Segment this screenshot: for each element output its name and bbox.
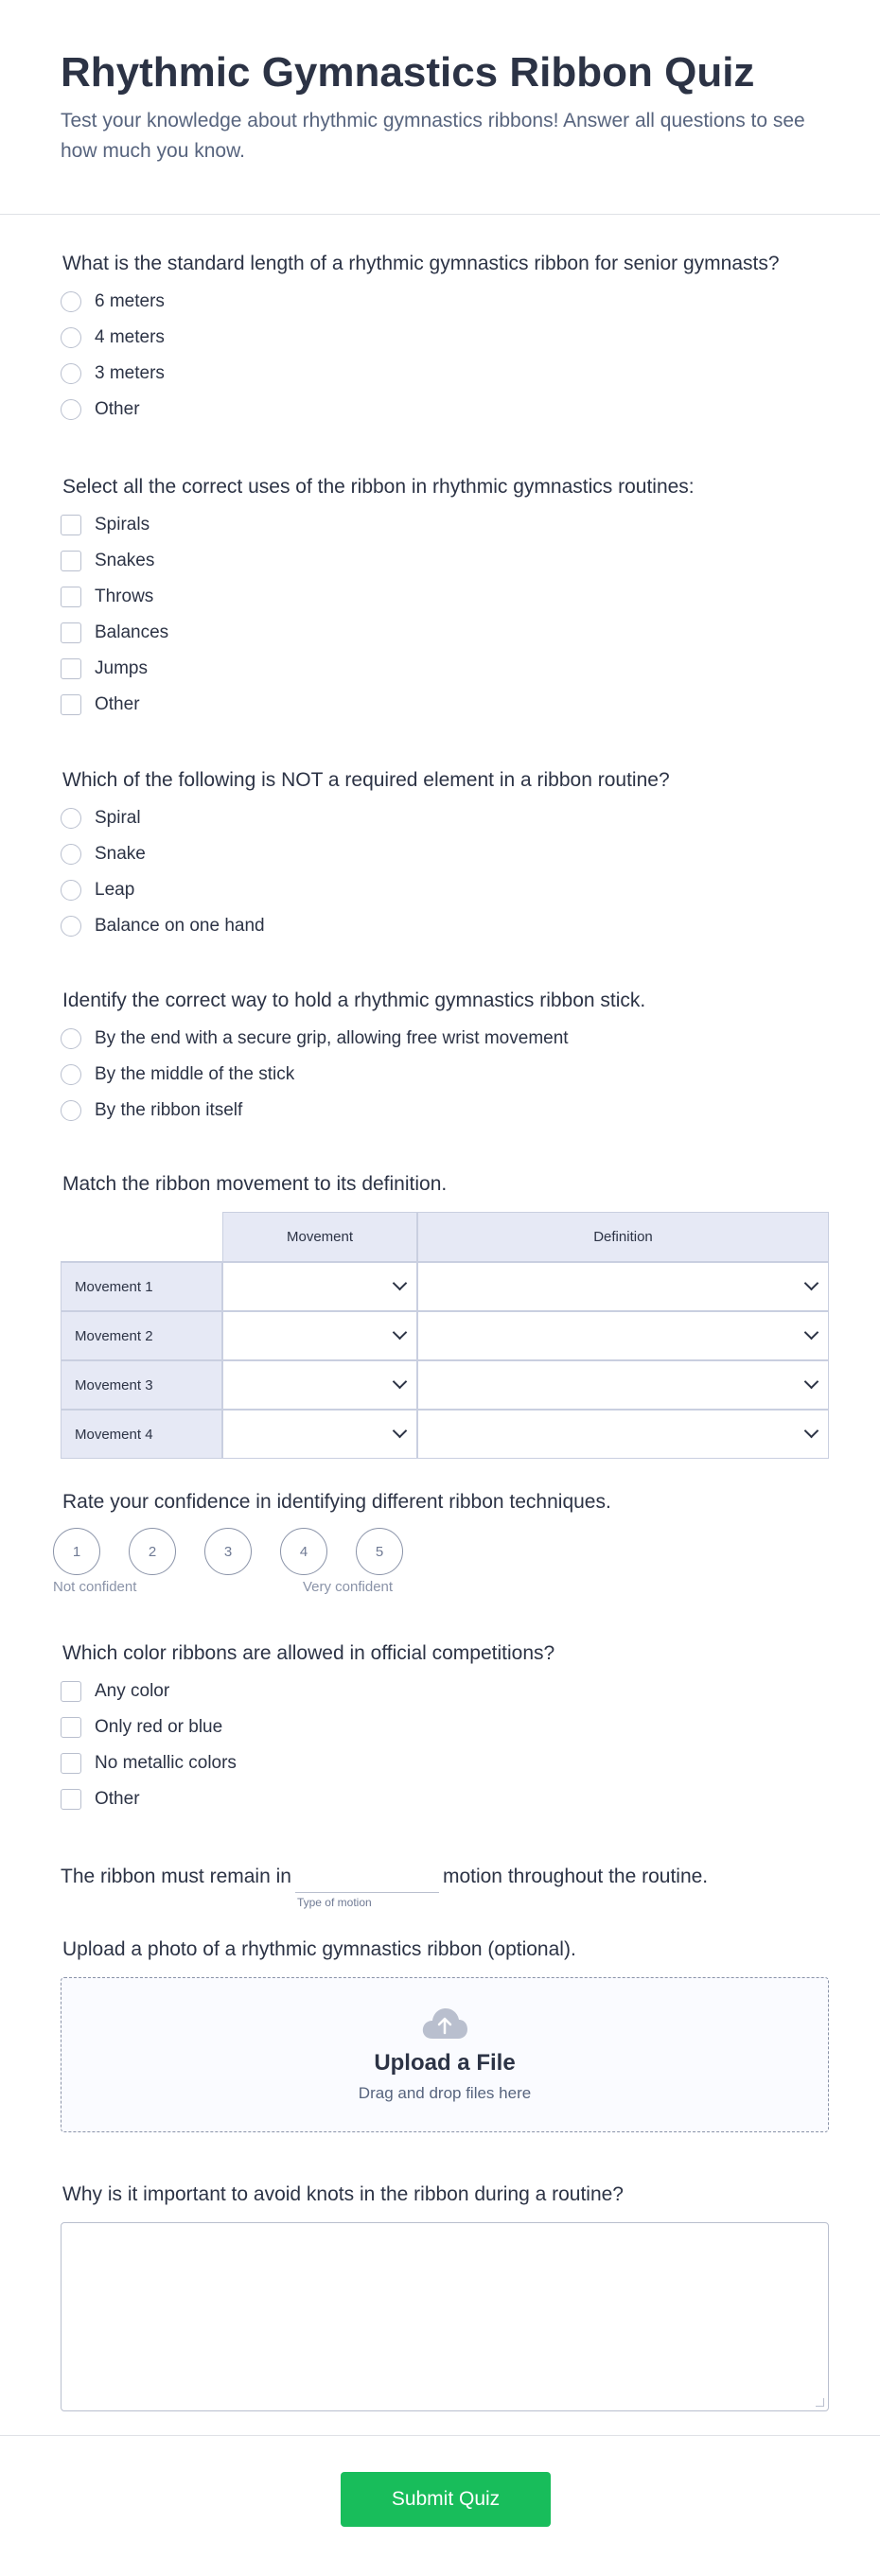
radio-button[interactable] [61, 880, 81, 901]
rating-option[interactable]: 4 [280, 1528, 327, 1575]
radio-option[interactable]: By the middle of the stick [61, 1057, 829, 1093]
movement-select[interactable] [222, 1262, 417, 1311]
matrix-row-label: Movement 3 [61, 1360, 222, 1410]
definition-select[interactable] [417, 1360, 829, 1410]
upload-subtitle: Drag and drop files here [358, 2084, 532, 2102]
fill-prefix: The ribbon must remain in [61, 1866, 291, 1887]
chevron-down-icon [804, 1424, 819, 1439]
radio-option[interactable]: Spiral [61, 800, 829, 836]
chevron-down-icon [804, 1276, 819, 1291]
rating-option[interactable]: 1 [53, 1528, 100, 1575]
checkbox-option[interactable]: Other [61, 687, 829, 723]
chevron-down-icon [804, 1325, 819, 1341]
matching-matrix [61, 1212, 829, 1459]
definition-select[interactable] [417, 1410, 829, 1459]
radio-option[interactable]: 3 meters [61, 356, 829, 392]
radio-option[interactable]: Snake [61, 836, 829, 872]
matrix-row-label: Movement 2 [61, 1311, 222, 1360]
question-label: What is the standard length of a rhythmic gymnastics ribbon for senior gymnasts? [62, 253, 780, 274]
page-title: Rhythmic Gymnastics Ribbon Quiz [61, 49, 755, 96]
checkbox[interactable] [61, 1681, 81, 1702]
checkbox-option[interactable]: Other [61, 1781, 829, 1817]
question-10 [61, 2181, 829, 2411]
file-upload-dropzone[interactable] [61, 1977, 829, 2132]
fill-in-blank [61, 1866, 829, 1909]
radio-button[interactable] [61, 1028, 81, 1049]
question-1 [61, 250, 829, 428]
question-label: Rate your confidence in identifying different ribbon techniques. [62, 1491, 611, 1513]
radio-option[interactable]: By the ribbon itself [61, 1093, 829, 1129]
chevron-down-icon [393, 1276, 408, 1291]
checkbox[interactable] [61, 694, 81, 715]
checkbox-option[interactable]: Any color [61, 1674, 829, 1709]
radio-option[interactable]: By the end with a secure grip, allowing free wrist movement [61, 1021, 829, 1057]
question-7 [61, 1639, 829, 1817]
checkbox[interactable] [61, 587, 81, 607]
question-label: Upload a photo of a rhythmic gymnastics ribbon (optional). [62, 1938, 576, 1960]
movement-select[interactable] [222, 1410, 417, 1459]
matrix-column-header: Definition [417, 1212, 829, 1262]
rating-high-label: Very confident [303, 1579, 394, 1595]
chevron-down-icon [393, 1424, 408, 1439]
radio-option[interactable]: Balance on one hand [61, 908, 829, 944]
question-5 [61, 1170, 829, 1459]
radio-option[interactable]: Other [61, 392, 829, 428]
checkbox-option[interactable]: Balances [61, 615, 829, 651]
checkbox-option[interactable]: Only red or blue [61, 1709, 829, 1745]
form-footer [0, 2435, 880, 2576]
radio-button[interactable] [61, 1064, 81, 1085]
definition-select[interactable] [417, 1262, 829, 1311]
matrix-row-label: Movement 1 [61, 1262, 222, 1311]
radio-button[interactable] [61, 363, 81, 384]
rating-option[interactable]: 3 [204, 1528, 252, 1575]
page-subtitle: Test your knowledge about rhythmic gymnastics ribbons! Answer all questions to see how much you know. [61, 110, 805, 162]
question-label: Match the ribbon movement to its definition. [62, 1173, 448, 1195]
question-label: Which color ribbons are allowed in official competitions? [62, 1642, 555, 1664]
checkbox[interactable] [61, 551, 81, 571]
checkbox-option[interactable]: Spirals [61, 507, 829, 543]
radio-button[interactable] [61, 1100, 81, 1121]
radio-button[interactable] [61, 291, 81, 312]
checkbox-option[interactable]: Throws [61, 579, 829, 615]
checkbox[interactable] [61, 515, 81, 535]
form-header [0, 0, 880, 215]
motion-input[interactable] [295, 1866, 439, 1909]
question-label: Identify the correct way to hold a rhythmic gymnastics ribbon stick. [62, 990, 646, 1011]
radio-option[interactable]: 4 meters [61, 320, 829, 356]
question-2 [61, 473, 829, 723]
question-8 [61, 1866, 829, 1909]
radio-button[interactable] [61, 808, 81, 829]
resize-handle-icon[interactable] [816, 2398, 824, 2407]
question-9 [61, 1936, 829, 2132]
upload-title: Upload a File [374, 2050, 516, 2076]
question-3 [61, 766, 829, 944]
rating-low-label: Not confident [53, 1579, 137, 1595]
movement-select[interactable] [222, 1360, 417, 1410]
checkbox[interactable] [61, 1717, 81, 1738]
answer-textarea[interactable] [61, 2222, 829, 2411]
checkbox[interactable] [61, 622, 81, 643]
definition-select[interactable] [417, 1311, 829, 1360]
checkbox[interactable] [61, 1753, 81, 1774]
matrix-row-label: Movement 4 [61, 1410, 222, 1459]
movement-select[interactable] [222, 1311, 417, 1360]
rating-option[interactable]: 2 [129, 1528, 176, 1575]
checkbox-option[interactable]: Jumps [61, 651, 829, 687]
checkbox-option[interactable]: No metallic colors [61, 1745, 829, 1781]
rating-labels [53, 1579, 829, 1600]
rating-scale [53, 1528, 829, 1575]
question-label: Which of the following is NOT a required element in a ribbon routine? [62, 769, 670, 791]
submit-button[interactable]: Submit Quiz [341, 2472, 551, 2527]
radio-button[interactable] [61, 327, 81, 348]
matrix-column-header: Movement [222, 1212, 417, 1262]
matrix-corner [61, 1212, 222, 1262]
question-6 [53, 1488, 829, 1600]
radio-button[interactable] [61, 916, 81, 937]
chevron-down-icon [393, 1375, 408, 1390]
cloud-upload-icon [421, 2006, 468, 2041]
chevron-down-icon [804, 1375, 819, 1390]
question-label: Select all the correct uses of the ribbon in rhythmic gymnastics routines: [62, 476, 695, 498]
radio-button[interactable] [61, 844, 81, 865]
chevron-down-icon [393, 1325, 408, 1341]
question-4 [61, 987, 829, 1129]
checkbox[interactable] [61, 658, 81, 679]
checkbox[interactable] [61, 1789, 81, 1810]
blank-sublabel: Type of motion [296, 1896, 372, 1909]
radio-option[interactable]: 6 meters [61, 284, 829, 320]
radio-option[interactable]: Leap [61, 872, 829, 908]
radio-button[interactable] [61, 399, 81, 420]
question-label: Why is it important to avoid knots in the ribbon during a routine? [62, 2183, 624, 2205]
fill-suffix: motion throughout the routine. [442, 1866, 709, 1887]
checkbox-option[interactable]: Snakes [61, 543, 829, 579]
rating-option[interactable]: 5 [356, 1528, 403, 1575]
